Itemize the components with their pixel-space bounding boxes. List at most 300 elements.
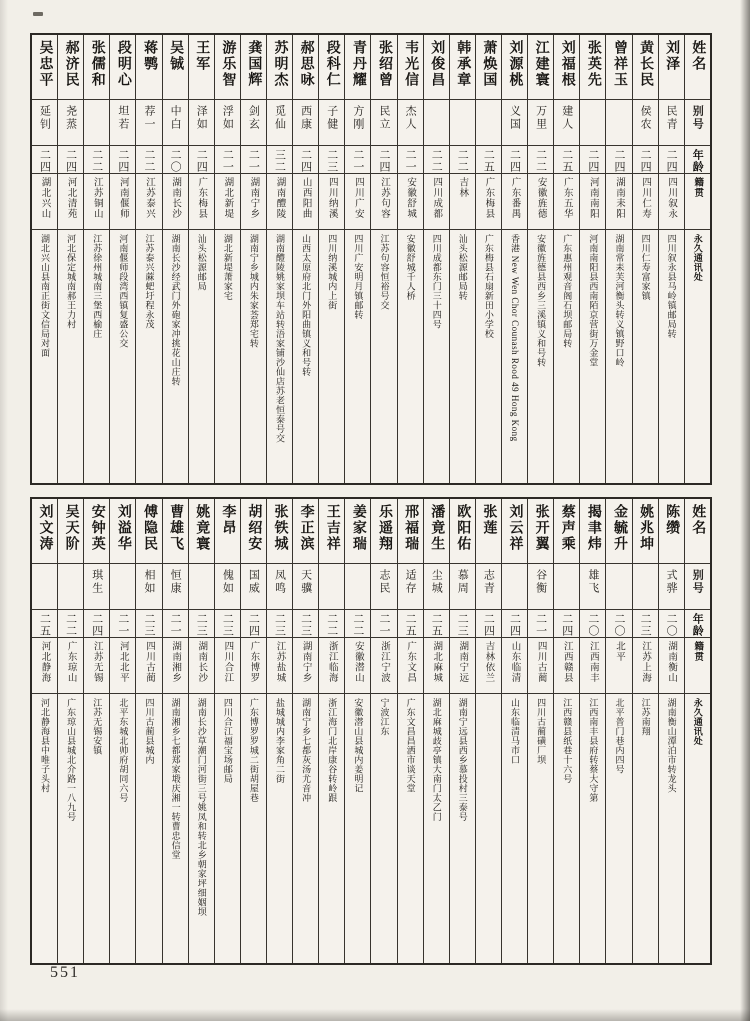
age-cell: [554, 145, 579, 173]
alias-cell: [215, 563, 240, 609]
address-cell: [554, 693, 579, 963]
origin-cell-text: 广东梅县: [196, 177, 207, 219]
name-cell: [398, 35, 423, 99]
header-column: [684, 499, 710, 963]
address-cell-text: 湖北麻城歧亭镇大南门太乙门: [431, 698, 442, 822]
origin-cell: [580, 637, 605, 693]
alias-cell: [606, 99, 631, 145]
origin-cell: [215, 637, 240, 693]
name-cell-text: 吴天阶: [63, 504, 79, 552]
name-cell-text: 曾祥玉: [611, 40, 627, 88]
age-cell-text: 二二: [351, 613, 364, 637]
address-cell: [345, 229, 370, 483]
age-cell-text: 二二: [90, 149, 103, 173]
alias-cell: [345, 99, 370, 145]
header-column: [684, 35, 710, 483]
address-cell: [371, 229, 396, 483]
alias-cell: [450, 563, 475, 609]
alias-cell: [659, 99, 684, 145]
origin-cell: [293, 173, 318, 229]
person-column: [162, 35, 188, 483]
name-cell: [84, 35, 109, 99]
alias-cell: [267, 99, 292, 145]
address-cell-text: 广东博罗罗城二街胡屋巷: [248, 698, 259, 803]
address-cell: [580, 229, 605, 483]
age-cell-text: 二四: [247, 613, 260, 637]
origin-cell: [476, 173, 501, 229]
address-cell: [424, 229, 449, 483]
header-alias-cell: [685, 99, 710, 145]
name-cell-text: 吴铖: [168, 40, 184, 72]
origin-cell-text: 广东琼山: [65, 641, 76, 683]
address-cell-text: 安徽潜山县城内姜明记: [353, 698, 364, 793]
name-cell-text: 蔡声乘: [559, 504, 575, 552]
person-column: [605, 35, 631, 483]
alias-cell: [84, 99, 109, 145]
age-cell-text: 二三: [273, 613, 286, 637]
name-cell-text: 韦光信: [403, 40, 419, 88]
name-cell: [633, 35, 658, 99]
origin-cell: [319, 637, 344, 693]
address-cell-text: 四川古蔺磺厂坝: [536, 698, 547, 765]
origin-cell-text: 山东临清: [509, 641, 520, 683]
origin-cell-text: 浙江临海: [326, 641, 337, 683]
alias-cell-text: 尘城: [430, 569, 443, 595]
age-cell: [293, 609, 318, 637]
name-cell-text: 安钟英: [89, 504, 105, 552]
alias-cell: [110, 563, 135, 609]
age-cell: [267, 145, 292, 173]
alias-cell: [319, 563, 344, 609]
name-cell-text: 江建寰: [533, 40, 549, 88]
name-cell: [215, 35, 240, 99]
age-cell: [345, 609, 370, 637]
age-cell: [189, 609, 214, 637]
address-cell: [215, 693, 240, 963]
header-address-label: 永久通讯处: [692, 234, 703, 282]
age-cell: [476, 609, 501, 637]
origin-cell-text: 四川纳溪: [326, 177, 337, 219]
age-cell-text: 二五: [38, 613, 51, 637]
header-age-cell: [685, 609, 710, 637]
address-cell-text: 广东惠州观音阁石坝邮局转: [562, 234, 573, 348]
origin-cell-text: 湖南宁远: [457, 641, 468, 683]
alias-cell: [424, 99, 449, 145]
origin-cell-text: 广东博罗: [248, 641, 259, 683]
person-column: [605, 499, 631, 963]
name-cell-text: 张莲: [481, 504, 497, 536]
alias-cell-text: 傀如: [221, 569, 234, 595]
alias-cell: [345, 563, 370, 609]
origin-cell-text: 湖南醴陵: [274, 177, 285, 219]
origin-cell-text: 江西赣县: [561, 641, 572, 683]
address-cell: [84, 693, 109, 963]
header-origin-label: 籍贯: [692, 641, 703, 662]
address-cell: [371, 693, 396, 963]
age-cell-text: 二五: [560, 149, 573, 173]
address-cell-text: 宁波江东: [379, 698, 390, 736]
alias-cell-text: 式骅: [665, 569, 678, 595]
age-cell: [345, 145, 370, 173]
address-cell: [189, 229, 214, 483]
address-cell-text: 江西南丰县府转蔡大守第: [588, 698, 599, 803]
age-cell-text: 二四: [116, 149, 129, 173]
name-cell-text: 姚竟寰: [194, 504, 210, 552]
address-cell: [32, 693, 57, 963]
origin-cell-text: 江苏盐城: [274, 641, 285, 683]
age-cell-text: 二三: [221, 613, 234, 637]
alias-cell: [606, 563, 631, 609]
address-cell-text: 湖北新堤萧家宅: [222, 234, 233, 301]
age-cell-text: 二五: [430, 613, 443, 637]
address-cell: [189, 693, 214, 963]
origin-cell: [606, 173, 631, 229]
age-cell: [215, 145, 240, 173]
address-cell: [58, 693, 83, 963]
address-cell-text: 湖南宁乡城内朱家荟郑宅转: [248, 234, 259, 348]
alias-cell-text: 相如: [142, 569, 155, 595]
name-cell-text: 段明心: [115, 40, 131, 88]
age-cell-text: 二一: [116, 613, 129, 637]
address-cell: [502, 693, 527, 963]
name-cell-text: 张铁城: [272, 504, 288, 552]
header-age-cell: [685, 145, 710, 173]
origin-cell-text: 浙江宁波: [378, 641, 389, 683]
name-cell-text: 萧焕国: [481, 40, 497, 88]
name-cell-text: 青丹耀: [350, 40, 366, 88]
age-cell: [32, 609, 57, 637]
age-cell-text: 二〇: [665, 613, 678, 637]
origin-cell: [163, 173, 188, 229]
age-cell-text: 二三: [195, 613, 208, 637]
address-cell-text: 四川成都东门三十四号: [431, 234, 442, 329]
origin-cell-text: 江苏上海: [640, 641, 651, 683]
name-cell-text: 黄长民: [638, 40, 654, 88]
address-cell-text: 湖南宁远县西乡慕投村三泰号: [457, 698, 468, 822]
person-column: [266, 499, 292, 963]
address-cell: [215, 229, 240, 483]
address-cell: [659, 229, 684, 483]
name-cell: [502, 35, 527, 99]
origin-cell: [371, 173, 396, 229]
address-cell-text: 安徽舒城千人桥: [405, 234, 416, 301]
age-cell: [241, 609, 266, 637]
address-cell-text: 湖南湘乡七都郑家塅庆湘一转曹忠信堂: [170, 698, 181, 860]
name-cell: [345, 35, 370, 99]
address-cell: [293, 693, 318, 963]
name-cell-text: 胡绍安: [246, 504, 262, 552]
age-cell-text: 二四: [90, 613, 103, 637]
name-cell-text: 姚兆坤: [638, 504, 654, 552]
alias-cell: [189, 99, 214, 145]
origin-cell-text: 广东五华: [561, 177, 572, 219]
origin-cell-text: 广东番禺: [509, 177, 520, 219]
address-cell-text: 四川合江福宝场邮局: [222, 698, 233, 784]
name-cell: [633, 499, 658, 563]
address-cell-text: 湖南长沙草潮门河街三号姚凤和转北乡朝家坪细姻坝: [196, 698, 207, 917]
origin-cell-text: 河南偃师: [117, 177, 128, 219]
alias-cell-text: 适存: [404, 569, 417, 595]
origin-cell: [528, 637, 553, 693]
name-cell: [241, 499, 266, 563]
address-cell-text: 四川纳溪城内上街: [327, 234, 338, 310]
person-column: [344, 499, 370, 963]
person-column: [135, 35, 161, 483]
alias-cell-text: 剑玄: [247, 105, 260, 131]
name-cell: [606, 35, 631, 99]
person-column: [370, 499, 396, 963]
age-cell-text: 二四: [586, 149, 599, 173]
address-cell: [502, 229, 527, 483]
origin-cell: [293, 637, 318, 693]
person-column: [214, 499, 240, 963]
name-cell: [267, 499, 292, 563]
age-cell: [606, 609, 631, 637]
name-cell-text: 曹雄飞: [168, 504, 184, 552]
name-cell: [528, 499, 553, 563]
origin-cell-text: 湖南衡山: [666, 641, 677, 683]
origin-cell: [84, 173, 109, 229]
age-cell: [633, 609, 658, 637]
name-cell: [502, 499, 527, 563]
person-column: [318, 499, 344, 963]
name-cell-text: 王吉祥: [324, 504, 340, 552]
page-number: 551: [50, 964, 80, 981]
name-cell-text: 郝思咏: [298, 40, 314, 88]
origin-cell: [398, 173, 423, 229]
age-cell-text: 二一: [404, 149, 417, 173]
name-cell-text: 张英先: [585, 40, 601, 88]
age-cell: [502, 145, 527, 173]
header-address-label: 永久通讯处: [692, 698, 703, 746]
name-cell: [345, 499, 370, 563]
age-cell-text: 二二: [456, 149, 469, 173]
alias-cell: [554, 99, 579, 145]
age-cell: [32, 145, 57, 173]
alias-cell: [450, 99, 475, 145]
person-column: [57, 35, 83, 483]
alias-cell-text: 志民: [377, 569, 390, 595]
name-cell: [267, 35, 292, 99]
age-cell: [319, 145, 344, 173]
alias-cell: [424, 563, 449, 609]
alias-cell-text: 侯农: [639, 105, 652, 131]
origin-cell: [319, 173, 344, 229]
address-cell-text: 湖北兴山县南正街文信局对面: [40, 234, 51, 358]
name-cell-text: 游乐智: [220, 40, 236, 88]
alias-cell-text: 杰人: [404, 105, 417, 131]
person-column: [109, 499, 135, 963]
person-column: [214, 35, 240, 483]
name-cell-text: 陈缵: [664, 504, 680, 536]
origin-cell: [371, 637, 396, 693]
name-cell: [476, 35, 501, 99]
origin-cell-text: 湖南耒阳: [613, 177, 624, 219]
address-cell-text: 山西太原府北门外阳曲镇义和号转: [301, 234, 312, 377]
address-cell-text: 山东临清马市口: [510, 698, 521, 765]
origin-cell-text: 江苏句容: [378, 177, 389, 219]
address-cell: [267, 693, 292, 963]
age-cell-text: 二四: [665, 149, 678, 173]
address-cell: [293, 229, 318, 483]
age-cell: [450, 609, 475, 637]
name-cell-text: 王军: [194, 40, 210, 72]
name-cell-text: 吴忠平: [37, 40, 53, 88]
alias-cell: [215, 99, 240, 145]
roster-table-bottom: [30, 497, 712, 965]
name-cell: [110, 35, 135, 99]
alias-cell: [371, 563, 396, 609]
age-cell-text: 二四: [377, 149, 390, 173]
address-cell-text: 湖南宁乡七都灰汤尤音冲: [301, 698, 312, 803]
age-cell: [398, 609, 423, 637]
origin-cell: [633, 637, 658, 693]
origin-cell-text: 河北清苑: [65, 177, 76, 219]
alias-cell-text: 尧蒸: [64, 105, 77, 131]
header-origin-label: 籍贯: [692, 177, 703, 198]
header-name-label: 姓名: [690, 40, 706, 72]
alias-cell-text: 觅仙: [273, 105, 286, 131]
address-cell-text: 香港 New Wen Chor Counash Rood 49 Hong Kong: [510, 234, 521, 442]
name-cell: [450, 499, 475, 563]
age-cell: [424, 145, 449, 173]
age-cell-text: 二一: [534, 613, 547, 637]
age-cell-text: 二三: [142, 613, 155, 637]
name-cell-text: 刘源桃: [507, 40, 523, 88]
alias-cell-text: 民青: [665, 105, 678, 131]
name-cell: [110, 499, 135, 563]
name-cell-text: 刘云祥: [507, 504, 523, 552]
address-cell-text: 江西赣县纸巷十六号: [562, 698, 573, 784]
age-cell-text: 二四: [64, 149, 77, 173]
alias-cell: [241, 99, 266, 145]
age-cell: [84, 145, 109, 173]
scan-artifact: [33, 12, 43, 16]
alias-cell: [502, 99, 527, 145]
address-cell: [163, 693, 188, 963]
alias-cell: [398, 99, 423, 145]
address-cell-text: 四川古蔺县城内: [144, 698, 155, 765]
address-cell: [398, 229, 423, 483]
address-cell: [110, 693, 135, 963]
origin-cell-text: 湖北新堤: [222, 177, 233, 219]
age-cell-text: 二〇: [612, 613, 625, 637]
address-cell-text: 河北静海县中唯子头村: [40, 698, 51, 793]
age-cell-text: 二〇: [586, 613, 599, 637]
alias-cell: [32, 563, 57, 609]
name-cell-text: 李昂: [220, 504, 236, 536]
header-origin-cell: [685, 173, 710, 229]
name-cell-text: 刘溢华: [115, 504, 131, 552]
name-cell: [580, 35, 605, 99]
name-cell: [32, 499, 57, 563]
origin-cell-text: 安徽旌德: [535, 177, 546, 219]
age-cell: [659, 609, 684, 637]
name-cell: [554, 499, 579, 563]
origin-cell-text: 四川古蔺: [143, 641, 154, 683]
age-cell: [136, 145, 161, 173]
origin-cell-text: 广东梅县: [483, 177, 494, 219]
alias-cell: [110, 99, 135, 145]
age-cell: [424, 609, 449, 637]
age-cell: [110, 609, 135, 637]
address-cell: [659, 693, 684, 963]
origin-cell: [450, 637, 475, 693]
origin-cell: [189, 173, 214, 229]
age-cell-text: 二一: [247, 149, 260, 173]
age-cell: [528, 145, 553, 173]
origin-cell: [241, 173, 266, 229]
age-cell-text: 二二: [430, 149, 443, 173]
person-column: [292, 35, 318, 483]
alias-cell-text: 延钊: [38, 105, 51, 131]
age-cell-text: 二四: [299, 149, 312, 173]
age-cell: [293, 145, 318, 173]
address-cell: [58, 229, 83, 483]
person-column: [57, 499, 83, 963]
address-cell: [110, 229, 135, 483]
age-cell-text: 三二: [273, 149, 286, 173]
age-cell: [371, 609, 396, 637]
alias-cell: [476, 563, 501, 609]
person-column: [32, 499, 57, 963]
name-cell-text: 刘泽: [664, 40, 680, 72]
alias-cell: [554, 563, 579, 609]
person-column: [188, 35, 214, 483]
header-name-cell: [685, 35, 710, 99]
age-cell: [267, 609, 292, 637]
age-cell-text: 二二: [325, 613, 338, 637]
alias-cell-text: 荐一: [142, 105, 155, 131]
name-cell: [215, 499, 240, 563]
address-cell: [136, 693, 161, 963]
person-column: [397, 35, 423, 483]
origin-cell-text: 安徽潜山: [352, 641, 363, 683]
name-cell: [476, 499, 501, 563]
age-cell-text: 二四: [612, 149, 625, 173]
address-cell-text: 北平普门巷内四号: [614, 698, 625, 774]
address-cell: [241, 693, 266, 963]
origin-cell: [659, 173, 684, 229]
age-cell: [502, 609, 527, 637]
age-cell: [580, 609, 605, 637]
name-cell-text: 欧阳佑: [455, 504, 471, 552]
name-cell: [241, 35, 266, 99]
name-cell: [136, 499, 161, 563]
person-column: [266, 35, 292, 483]
person-column: [632, 499, 658, 963]
header-address-cell: [685, 229, 710, 483]
person-column: [579, 499, 605, 963]
age-cell: [215, 609, 240, 637]
person-column: [292, 499, 318, 963]
origin-cell-text: 四川仁寿: [640, 177, 651, 219]
address-cell-text: 四川广安明月镇邮转: [353, 234, 364, 320]
address-cell: [136, 229, 161, 483]
address-cell-text: 河南偃师段湾西镇复盛公交: [118, 234, 129, 348]
person-column: [658, 499, 684, 963]
name-cell: [319, 35, 344, 99]
alias-cell-text: 义国: [508, 105, 521, 131]
person-column: [162, 499, 188, 963]
age-cell-text: 二五: [404, 613, 417, 637]
person-column: [579, 35, 605, 483]
name-cell: [32, 35, 57, 99]
person-column: [501, 35, 527, 483]
age-cell-text: 二四: [560, 613, 573, 637]
person-column: [449, 499, 475, 963]
address-cell-text: 河南南阳县西南陌京营街万金堂: [588, 234, 599, 367]
